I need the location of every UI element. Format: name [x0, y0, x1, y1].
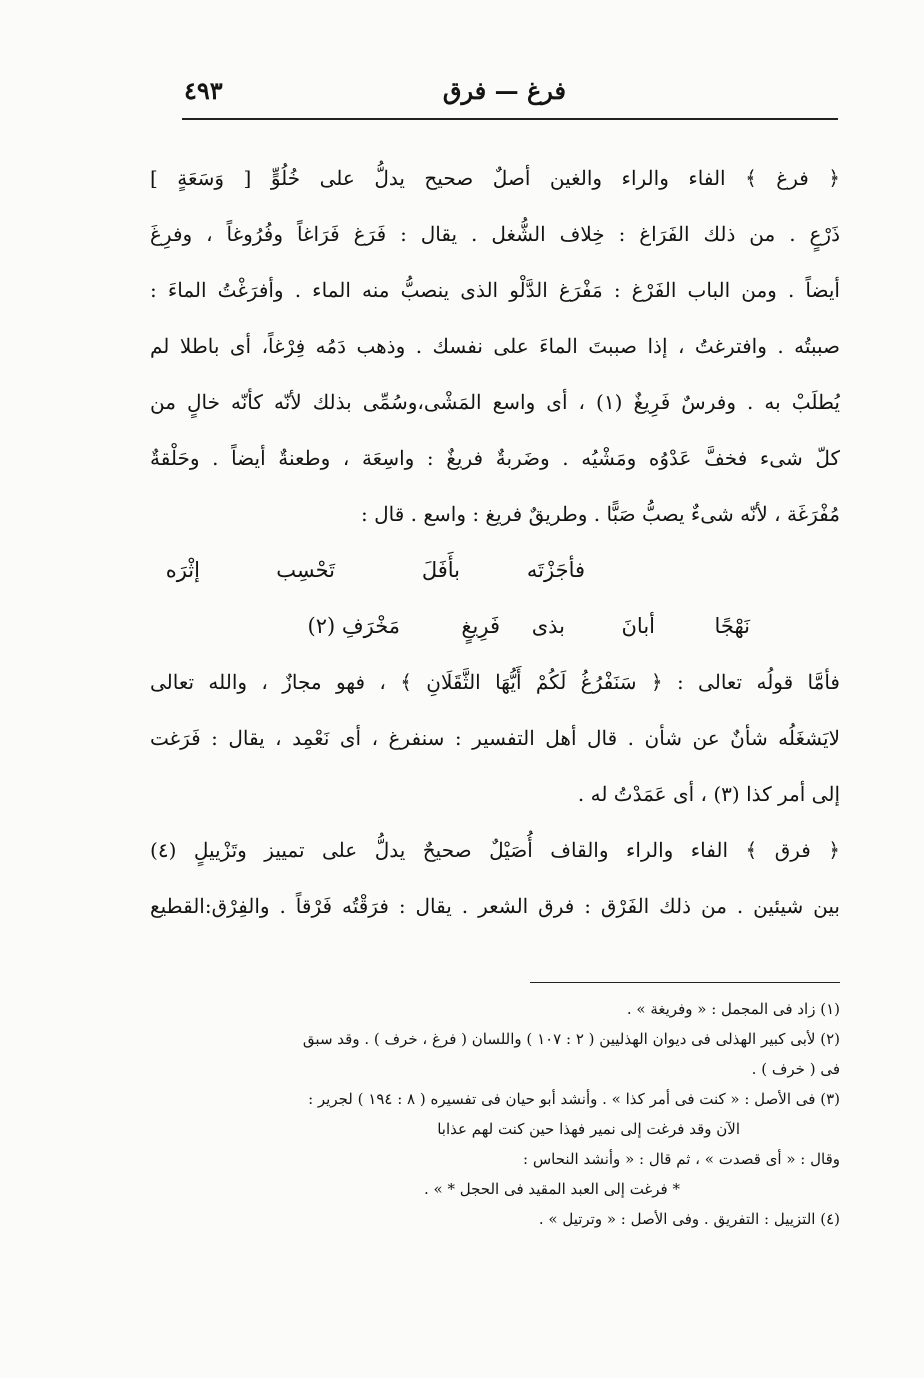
footnote-3-cont: وقال : « أى قصدت » ، ثم قال : « وأنشد النحاس : — [523, 1150, 840, 1168]
text-line: صببتُه . وافترغتُ ، إذا صببتَ الماءَ على نفسك . وذهب دَمُه فِرْغاً، أى باطلا لم — [150, 334, 840, 358]
page-header — [180, 72, 836, 112]
text-line: يُطلَبْ به . وفرسٌ فَرِيغٌ (١) ، أى واسع المَشْى،وسُمِّى بذلك لأنّه كأنّه خالٍ من — [150, 390, 840, 414]
page-number: ٤٩٣ — [184, 76, 223, 105]
verse-word: نَهْجًا — [714, 614, 750, 638]
text-line: بين شيئين . من ذلك الفَرْق : فرق الشعر . يقال : فرَقْتُه فَرْقاً . والفِرْق:القطيع — [150, 894, 840, 918]
poem-verse-1 — [150, 542, 840, 598]
entry-line: ﴿ فرق ﴾ الفاء والراء والقاف أُصَيْلٌ صحيحٌ يدلُّ على تمييز وتَزْييلٍ (٤) — [150, 838, 840, 862]
footnote-rule — [530, 982, 840, 983]
verse-word: فَرِيغٍ — [461, 614, 500, 638]
text-line: مُفْرَغَة ، لأنّه شىءٌ يصبُّ صَبًّا . وطريقٌ فريغ : واسع . قال : — [361, 502, 840, 526]
verse-word: بذى — [531, 614, 565, 638]
footnotes — [150, 994, 840, 1234]
header-rule — [182, 118, 838, 120]
verse-word: تَحْسِب — [276, 558, 335, 582]
verse-word: فأجَزْتَه — [526, 558, 585, 582]
text-line: إلى أمر كذا (٣) ، أى عَمَدْتُ له . — [577, 782, 840, 806]
footnote-2: (٢) لأبى كبير الهذلى فى ديوان الهذليين ( ٢ : ١٠٧ ) واللسان ( فرغ ، خرف ) . وقد سبق — [302, 1030, 840, 1048]
footnote-1: (١) زاد فى المجمل : « وفريغة » . — [626, 1000, 840, 1018]
footnote-3-verse2: * فرغت إلى العبد المقيد فى الحجل * » . — [423, 1180, 680, 1198]
poem-verse-2 — [150, 598, 840, 654]
footnote-2-cont: فى ( خرف ) . — [751, 1060, 840, 1078]
text-line: لايَشغَلُه شأنٌ عن شأن . قال أهل التفسير : سنفرغ ، أى نَعْمِد ، يقال : فَرَغت — [150, 726, 840, 750]
text-line: كلّ شىء فخفَّ عَدْوُه ومَشْيُه . وضَربةٌ فريغٌ : واسِعَة ، وطعنةٌ أيضاً . وحَلْقةٌ — [150, 446, 840, 470]
entry-line: ﴿ فرغ ﴾ الفاء والراء والغين أصلٌ صحيح يدلُّ على خُلُوٍّ [ وَسَعَةٍ ] — [150, 166, 840, 190]
text-line: ذَرْعٍ . من ذلك الفَرَاغ : خِلاف الشُّغل . يقال : فَرَغ فَرَاغاً وفُرُوغاً ، وفرِغَ — [150, 222, 840, 246]
footnote-3: (٣) فى الأصل : « كنت فى أمر كذا » . وأنشد أبو حيان فى تفسيره ( ٨ : ١٩٤ ) لجرير : — [308, 1090, 840, 1108]
main-text — [150, 150, 840, 934]
footnote-4: (٤) التزييل : التفريق . وفى الأصل : « وترتيل » . — [538, 1210, 840, 1228]
verse-word: إثْرَه — [165, 558, 200, 582]
text-line: فأمَّا قولُه تعالى : ﴿ سَنَفْرُغُ لَكُمْ أَيُّهَا الثَّقَلَانِ ﴾ ، فهو مجازٌ ، والله تعالى — [150, 670, 840, 694]
verse-word: مَخْرَفِ (٢) — [307, 614, 400, 638]
verse-word: أبانَ — [621, 614, 655, 638]
verse-word: بأَفَلَ — [421, 558, 460, 582]
footnote-3-verse: الآن وقد فرغت إلى نمير فهذا حين كنت لهم عذابا — [437, 1120, 740, 1138]
text-line: أيضاً . ومن الباب الفَرْغ : مَفْرَغ الدَّلْو الذى ينصبُّ منه الماء . وأفرَغْتُ الماءَ : — [150, 278, 840, 302]
running-title: فرغ — فرق — [442, 76, 566, 105]
